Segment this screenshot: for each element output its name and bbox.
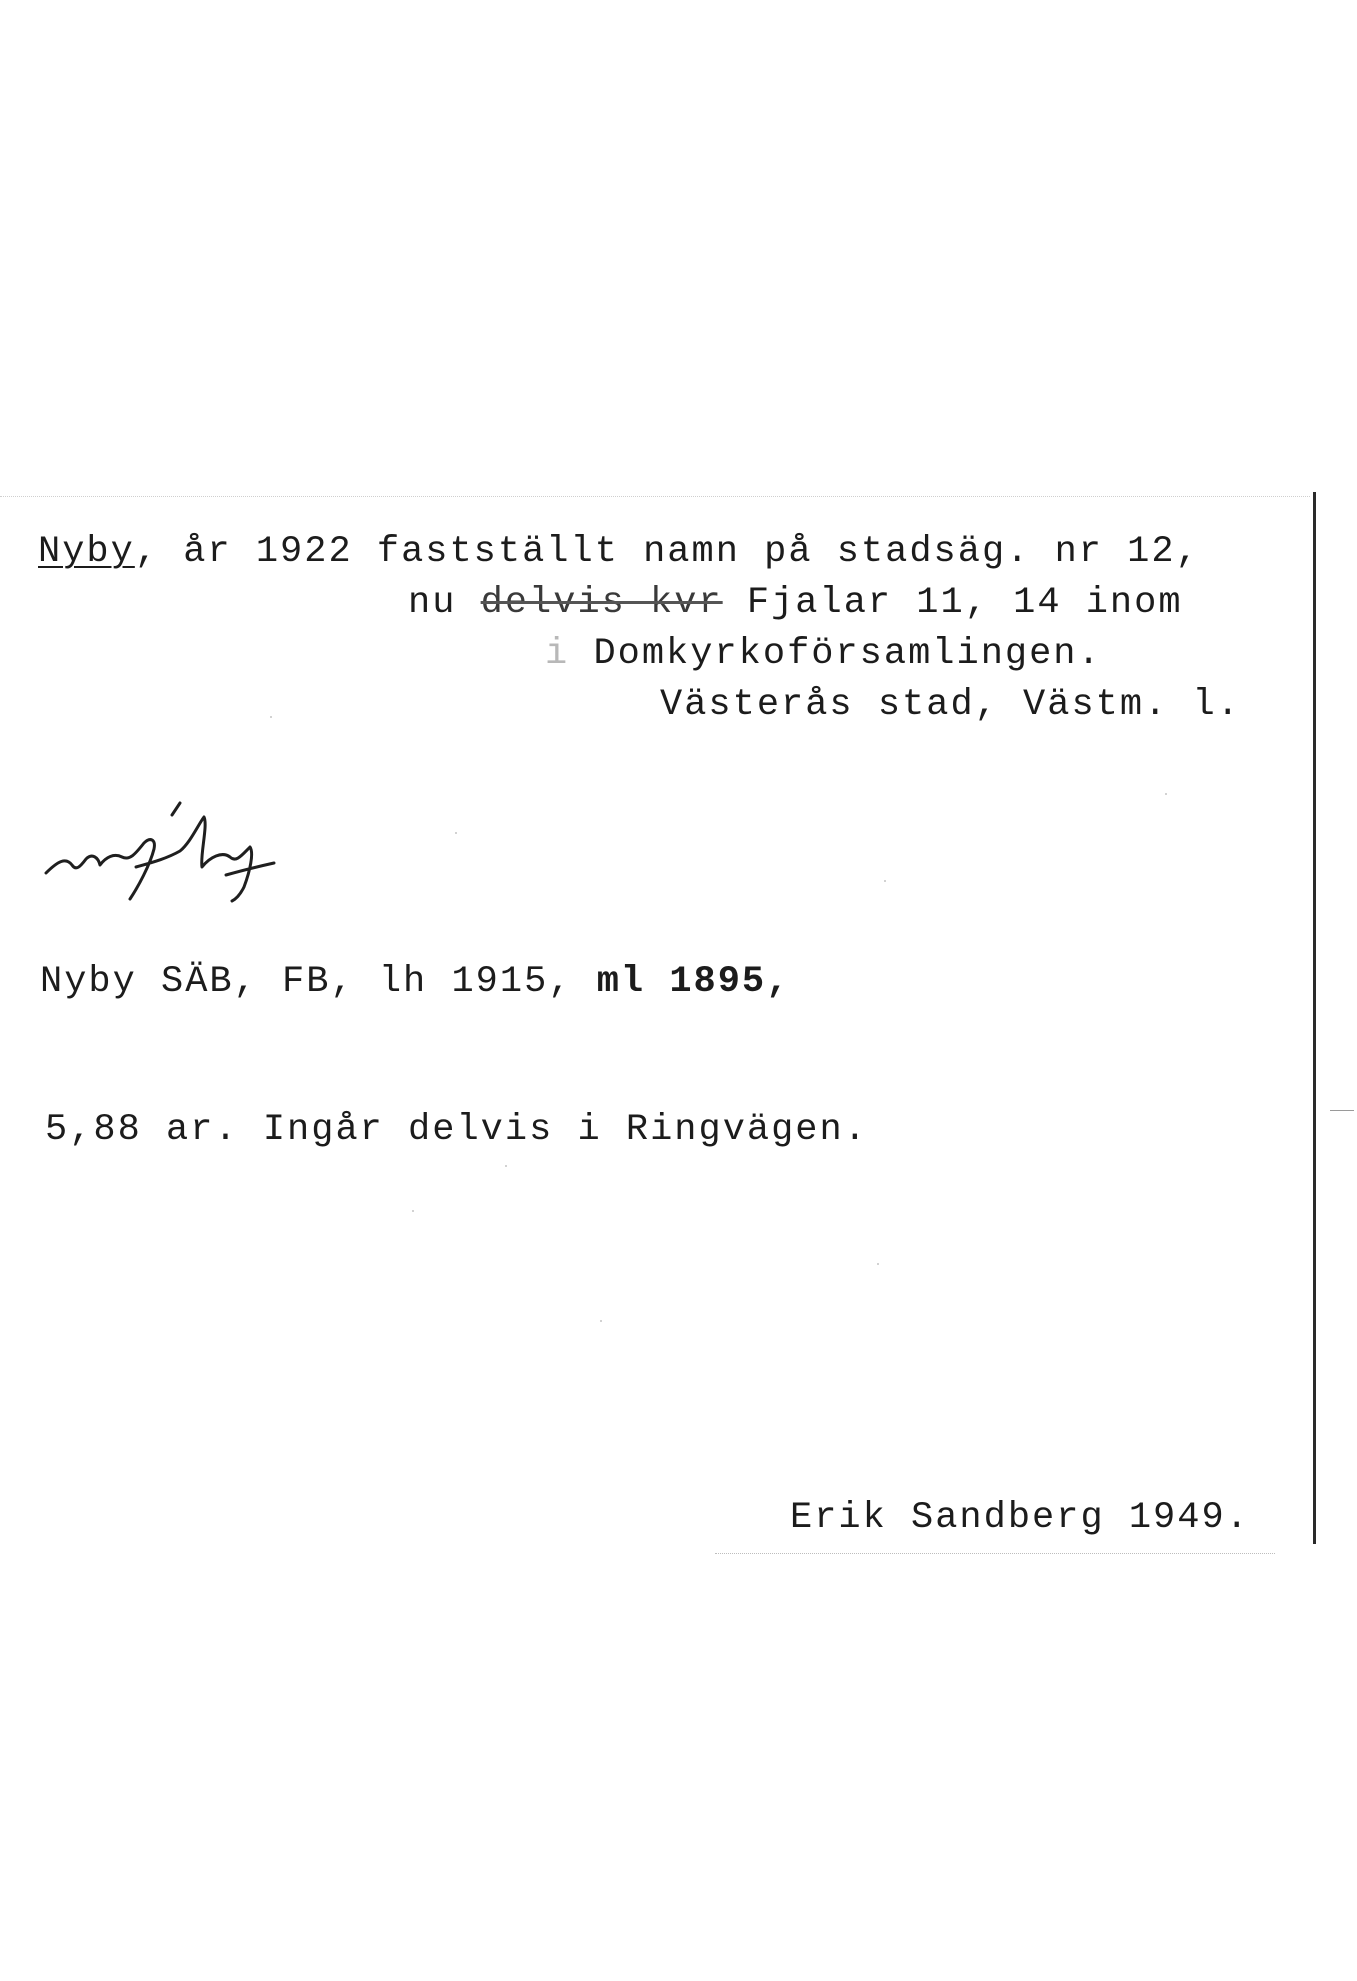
- paper-speck: [505, 1165, 507, 1167]
- sources-text: Nyby SÄB, FB, lh 1915,: [40, 961, 573, 1003]
- header-line-2-prefix: nu: [408, 582, 481, 624]
- card-right-edge: [1313, 492, 1316, 1544]
- faint-erased-mark: i: [545, 633, 570, 675]
- card-top-edge: [0, 496, 1310, 497]
- card-bottom-edge: [715, 1553, 1275, 1554]
- location-text: Västerås stad, Västm. l.: [660, 684, 1241, 726]
- header-line-4: [660, 683, 1241, 727]
- paper-speck: [884, 880, 886, 882]
- author-line: [790, 1496, 1250, 1540]
- handwritten-signature: [40, 795, 300, 905]
- paper-speck: [412, 1210, 414, 1212]
- margin-tick-mark: [1330, 1110, 1354, 1111]
- header-line-3: [545, 632, 1102, 676]
- paper-speck: [455, 832, 457, 834]
- title-word: Nyby: [38, 531, 135, 573]
- struck-out-text: delvis kvr: [480, 582, 723, 624]
- parish-name: Domkyrkoförsamlingen.: [593, 633, 1102, 675]
- header-line-1: [38, 530, 1200, 574]
- note-line: [45, 1108, 868, 1152]
- paper-speck: [877, 1263, 879, 1265]
- header-line-2-text: Fjalar 11, 14 inom: [722, 582, 1183, 624]
- sources-bold-text: ml 1895,: [596, 961, 791, 1003]
- note-text: 5,88 ar. Ingår delvis i Ringvägen.: [45, 1109, 868, 1151]
- sources-line: [40, 960, 790, 1004]
- paper-speck: [1165, 793, 1167, 795]
- author-text: Erik Sandberg 1949.: [790, 1497, 1250, 1539]
- paper-speck: [600, 1320, 602, 1322]
- paper-speck: [270, 716, 272, 718]
- header-line-2: [408, 581, 1183, 625]
- header-line-1-text: , år 1922 fastställt namn på stadsäg. nr 12,: [134, 531, 1200, 573]
